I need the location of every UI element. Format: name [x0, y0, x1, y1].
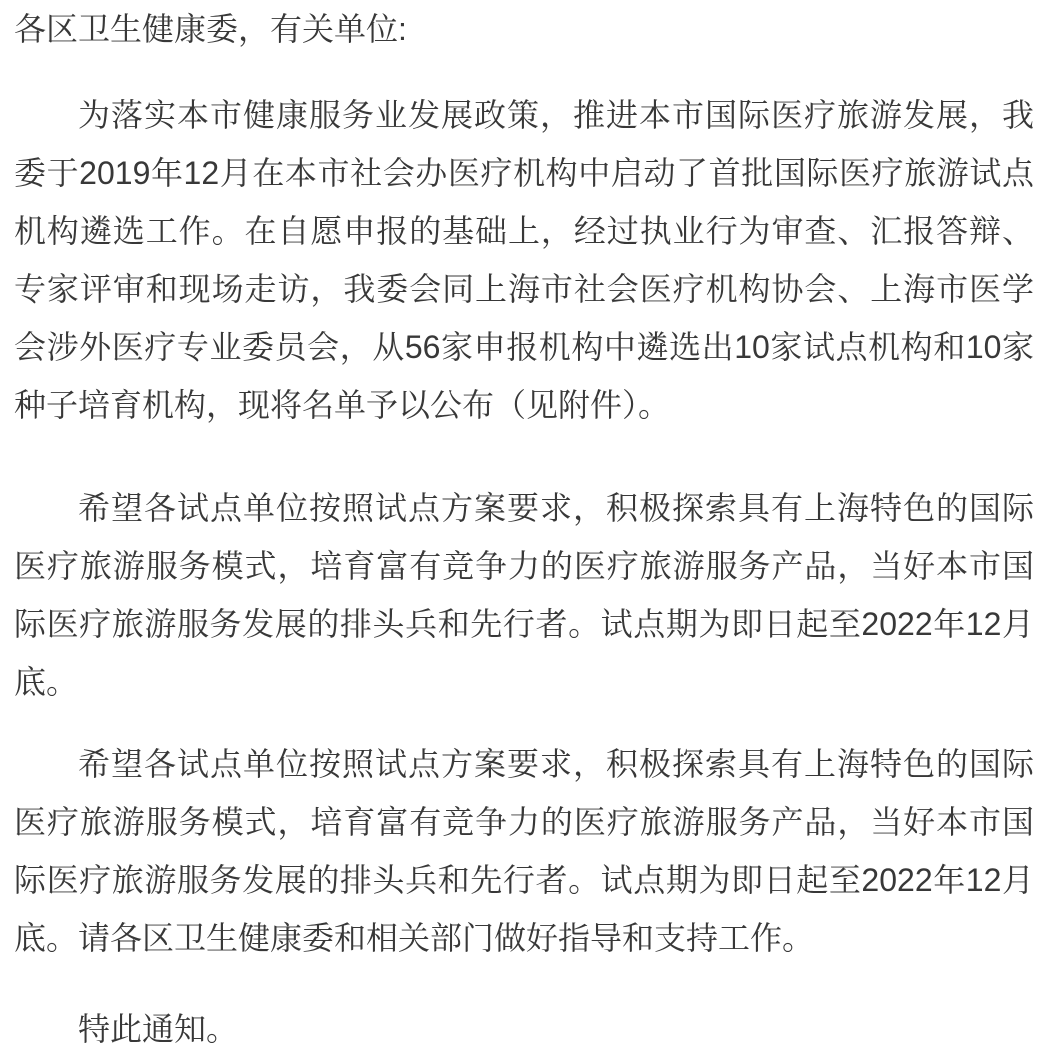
closing-line: 特此通知。 — [78, 1011, 239, 1047]
salutation-line: 各区卫生健康委，有关单位: — [14, 11, 407, 47]
body-paragraph-2: 希望各试点单位按照试点方案要求，积极探索具有上海特色的国际医疗旅游服务模式，培育富有竞争力的医疗旅游服务产品，当好本市国际医疗旅游服务发展的排头兵和先行者。试点期为即日起至2022年12月底。 — [14, 490, 1034, 700]
body-paragraph-3: 希望各试点单位按照试点方案要求，积极探索具有上海特色的国际医疗旅游服务模式，培育富有竞争力的医疗旅游服务产品，当好本市国际医疗旅游服务发展的排头兵和先行者。试点期为即日起至2022年12月底。请各区卫生健康委和相关部门做好指导和支持工作。 — [14, 746, 1034, 956]
body-paragraph-1: 为落实本市健康服务业发展政策，推进本市国际医疗旅游发展，我委于2019年12月在本市社会办医疗机构中启动了首批国际医疗旅游试点机构遴选工作。在自愿申报的基础上，经过执业行为审查、汇报答辩、专家评审和现场走访，我委会同上海市社会医疗机构协会、上海市医学会涉外医疗专业委员会，从56家申报机构中遴选出10家试点机构和10家种子培育机构，现将名单予以公布（见附件）。 — [14, 97, 1034, 423]
